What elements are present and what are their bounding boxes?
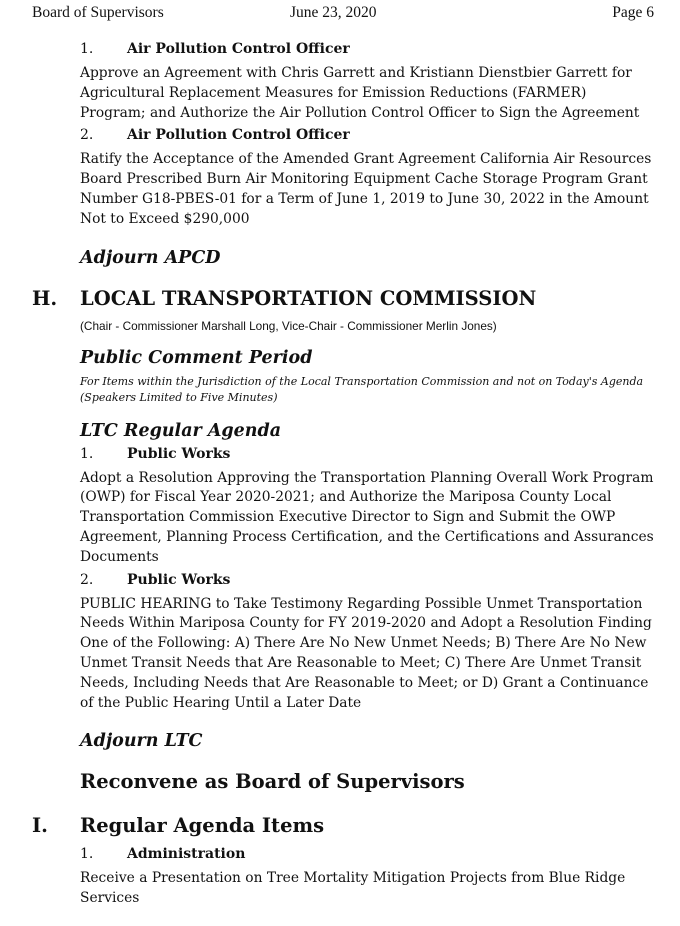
- reconvene-heading: Reconvene as Board of Supervisors: [80, 770, 465, 794]
- header-page-number: Page 6: [612, 4, 654, 21]
- item-department: Public Works: [127, 571, 231, 588]
- item-heading: [80, 126, 655, 145]
- item-department: Public Works: [127, 445, 231, 462]
- agenda-content: [32, 38, 655, 912]
- section-title: LOCAL TRANSPORTATION COMMISSION: [80, 286, 537, 310]
- item-description: Receive a Presentation on Tree Mortality Mitigation Projects from Blue Ridge Services: [80, 870, 626, 907]
- item-heading: [80, 571, 655, 590]
- section-title: Regular Agenda Items: [80, 814, 325, 838]
- item-heading: [80, 445, 655, 464]
- item-heading: [80, 40, 655, 59]
- header-board-name: Board of Supervisors: [32, 4, 164, 21]
- item-description: Approve an Agreement with Chris Garrett and Kristiann Dienstbier Garrett for Agricultural Replacement Measures for Emission Reductions (FARMER) Program; and Authorize the Air Pollution Control Officer to Sign the Agreement: [80, 65, 640, 121]
- section-h-heading: [32, 286, 655, 312]
- item-department: Air Pollution Control Officer: [127, 41, 350, 57]
- section-letter: I.: [32, 814, 48, 838]
- apcd-item: [80, 126, 655, 229]
- header-date: June 23, 2020: [290, 4, 377, 21]
- item-number: 1.: [80, 445, 94, 462]
- ltc-regular-agenda-heading: LTC Regular Agenda: [80, 420, 282, 441]
- item-description: PUBLIC HEARING to Take Testimony Regarding Possible Unmet Transportation Needs Within Mariposa County for FY 2019-2020 and Adopt a Resolution Finding One of the Following: A) There Are No New Unmet Needs; B) There Are No New Unmet Transit Needs that Are Reasonable to Meet; C) There Are Unmet Transit Needs, Including Needs that Are Reasonable to Meet; or D) Grant a Continuance of the Public Hearing Until a Later Date: [80, 595, 652, 711]
- regular-agenda-item: [80, 845, 655, 909]
- commission-chairs: (Chair - Commissioner Marshall Long, Vice-Chair - Commissioner Merlin Jones): [80, 318, 497, 333]
- item-description: Ratify the Acceptance of the Amended Grant Agreement California Air Resources Board Prescribed Burn Air Monitoring Equipment Cache Storage Program Grant Number G18-PBES-01 for a Term of June 1, 2019 to June 30, 2022 in the Amount Not to Exceed $290,000: [80, 151, 652, 227]
- public-comment-note: For Items within the Jurisdiction of the Local Transportation Commission and not on Today's Agenda (Speakers Limited to Five Minutes): [80, 374, 644, 405]
- adjourn-ltc-heading: Adjourn LTC: [80, 731, 203, 752]
- public-comment-heading: Public Comment Period: [80, 347, 313, 368]
- adjourn-apcd-heading: Adjourn APCD: [80, 247, 221, 268]
- ltc-item: [80, 571, 655, 714]
- item-number: 2.: [80, 127, 94, 144]
- section-i-heading: [32, 813, 655, 839]
- item-number: 1.: [80, 41, 94, 57]
- item-heading: [80, 845, 655, 864]
- item-department: Air Pollution Control Officer: [127, 127, 350, 144]
- section-letter: H.: [32, 286, 58, 310]
- page-header: [32, 4, 654, 24]
- item-number: 1.: [80, 846, 94, 863]
- apcd-item: [80, 40, 655, 123]
- ltc-item: [80, 445, 655, 568]
- item-number: 2.: [80, 571, 94, 588]
- item-department: Administration: [127, 846, 246, 863]
- item-description: Adopt a Resolution Approving the Transportation Planning Overall Work Program (OWP) for Fiscal Year 2020-2021; and Authorize the Mariposa County Local Transportation Commission Executive Director to Sign and Submit the OWP Agreement, Planning Process Certification, and the Certifications and Assurances Documents: [80, 469, 654, 565]
